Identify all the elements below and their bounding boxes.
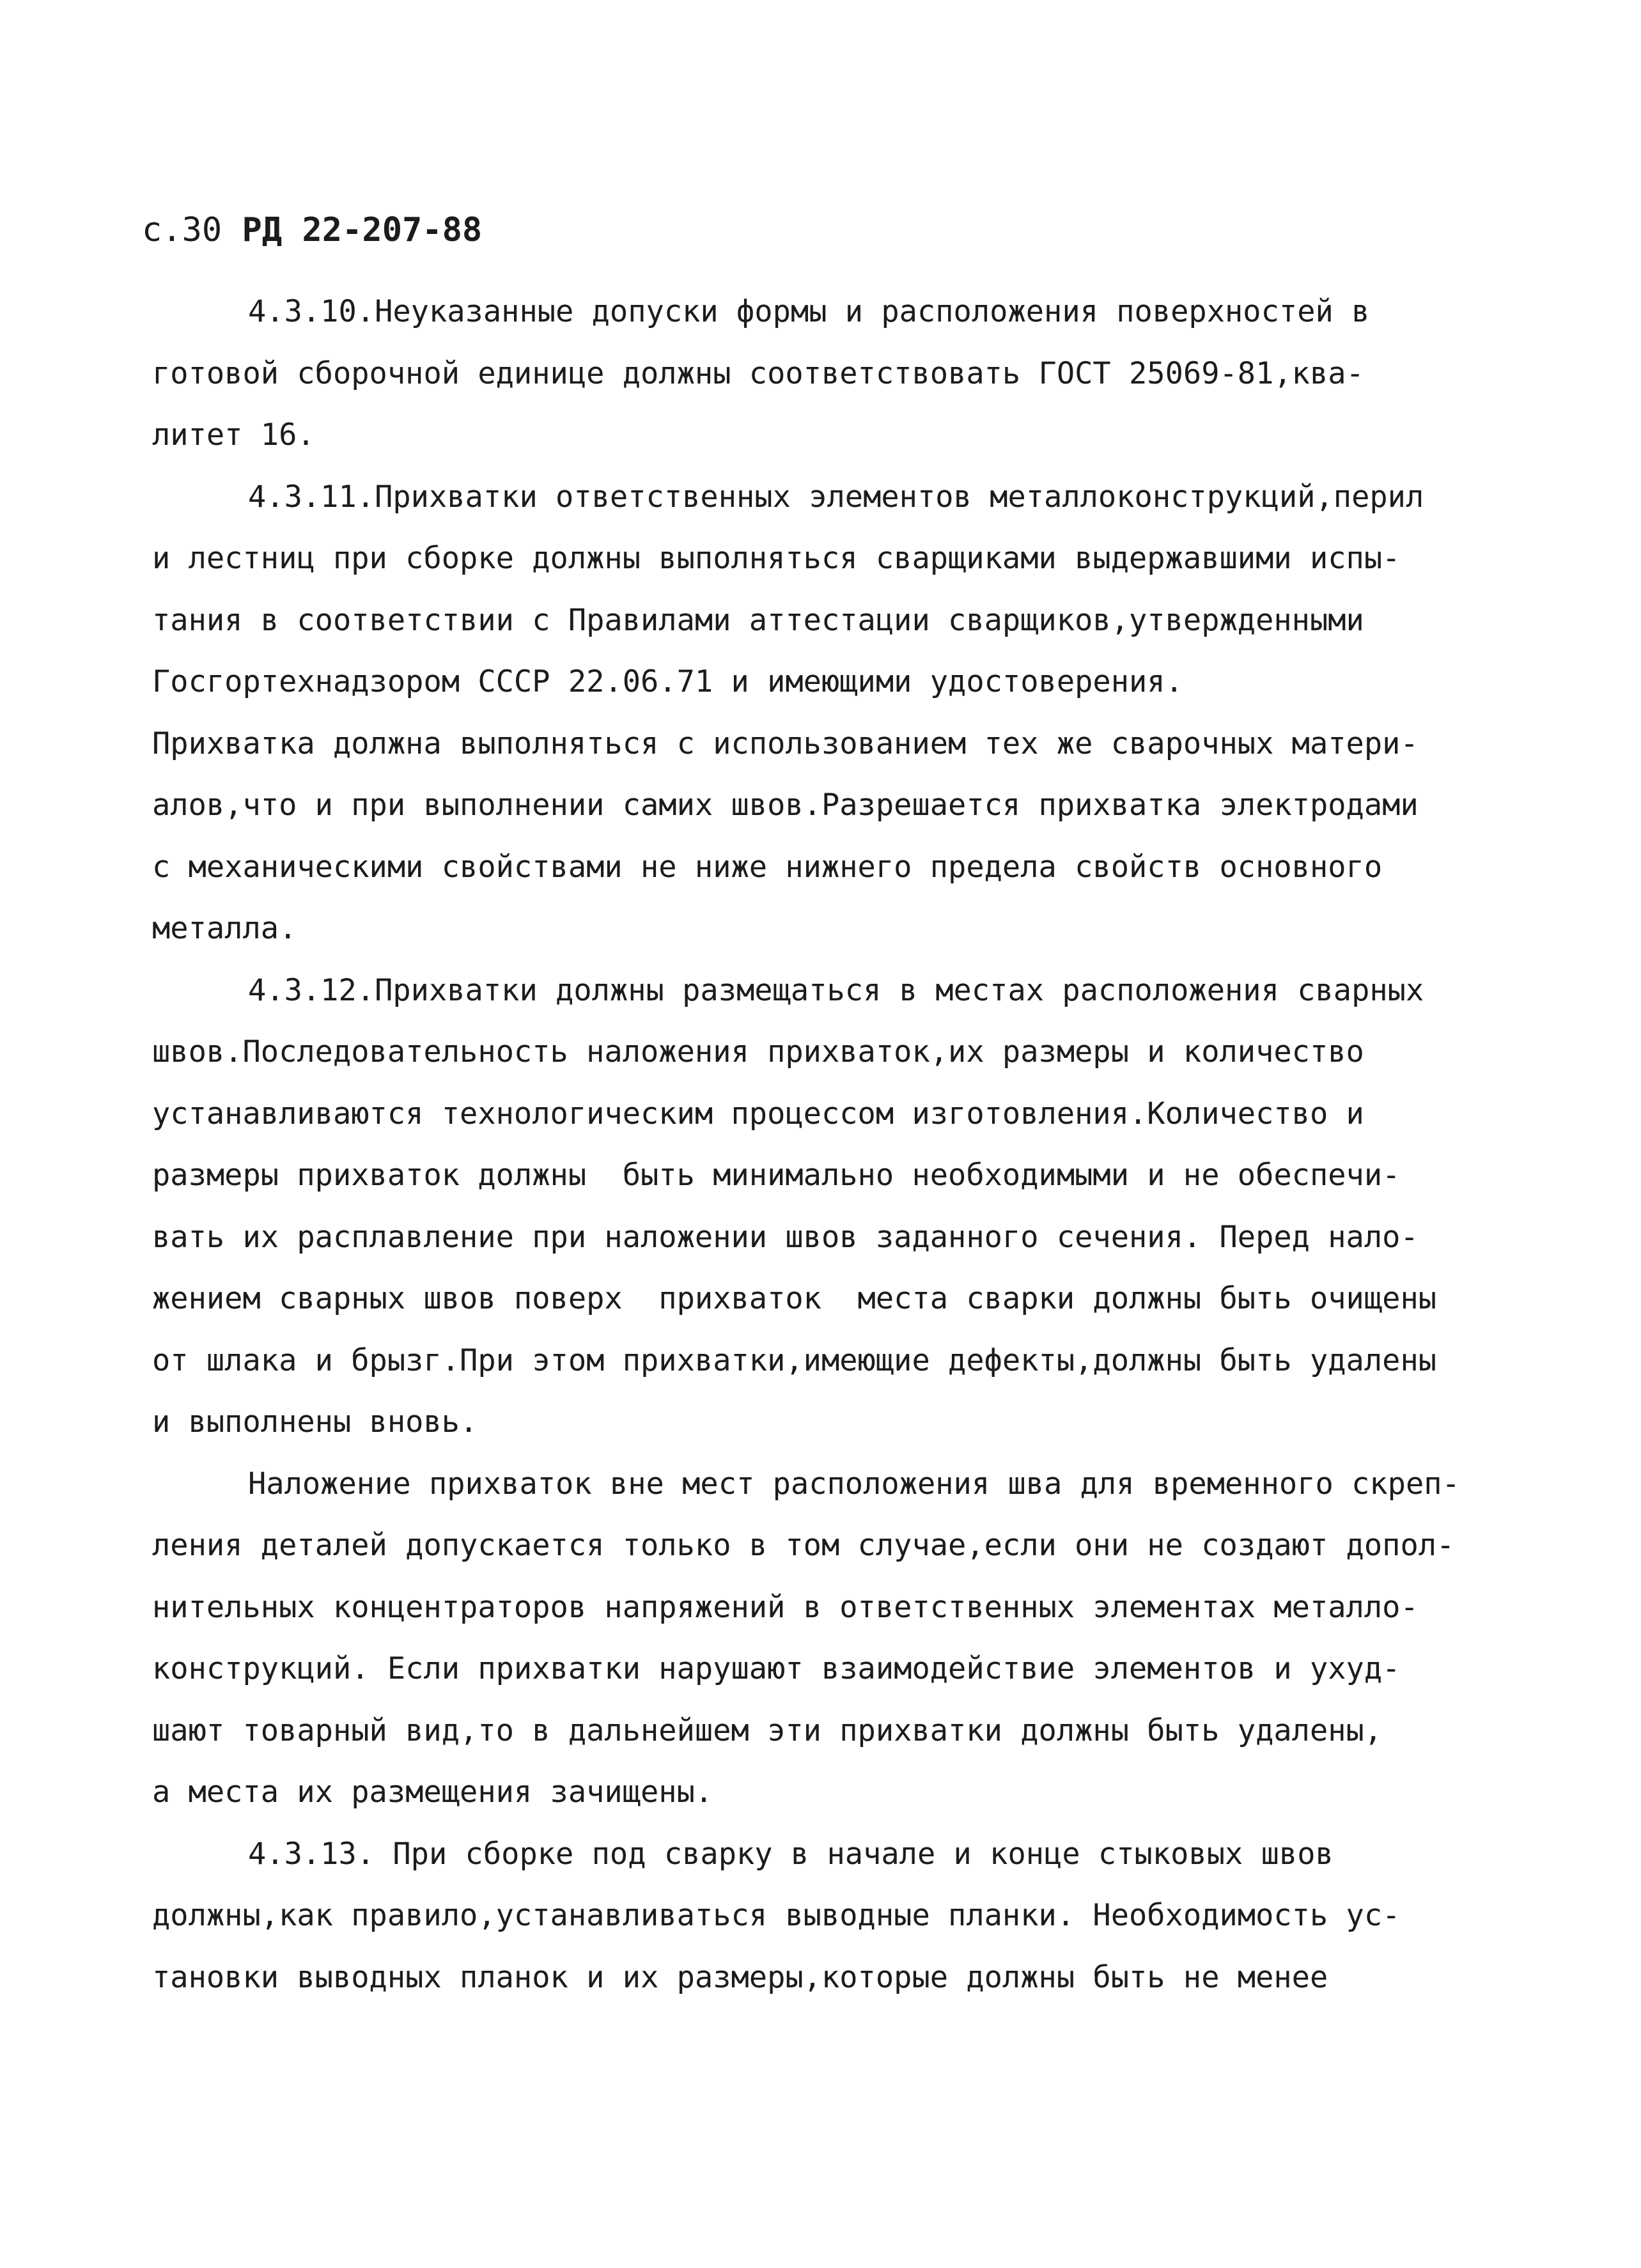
text-line: устанавливаются технологическим процессом изготовления.Количество и — [152, 1096, 1364, 1131]
text-line: алов,что и при выполнении самих швов.Разрешается прихватка электродами — [152, 788, 1419, 823]
text-line: нительных концентраторов напряжений в ответственных элементах металло- — [152, 1589, 1419, 1625]
paragraph-4-3-12 — [152, 960, 1507, 1454]
text-line: Наложение прихваток вне мест расположения шва для временного скреп- — [248, 1466, 1460, 1502]
text-line: должны,как правило,устанавливаться выводные планки. Необходимость ус- — [152, 1898, 1401, 1933]
text-line: жением сварных швов поверх прихваток места сварки должны быть очищены — [152, 1281, 1437, 1316]
text-line: тания в соответствии с Правилами аттестации сварщиков,утвержденными — [152, 602, 1364, 638]
text-line: шают товарный вид,то в дальнейшем эти прихватки должны быть удалены, — [152, 1713, 1383, 1748]
document-code: РД 22-207-88 — [242, 211, 483, 249]
text-line: тановки выводных планок и их размеры,которые должны быть не менее — [152, 1959, 1328, 1995]
paragraph-4-3-13 — [152, 1824, 1507, 2009]
text-line: вать их расплавление при наложении швов заданного сечения. Перед нало- — [152, 1219, 1419, 1255]
text-line: 4.3.13. При сборке под сварку в начале и конце стыковых швов — [248, 1836, 1334, 1872]
page-header — [142, 206, 482, 254]
paragraph-4-3-11 — [152, 467, 1507, 960]
text-line: и лестниц при сборке должны выполняться сварщиками выдержавшими испы- — [152, 541, 1401, 576]
text-line: металла. — [152, 911, 297, 946]
page-number: с.30 — [142, 211, 222, 249]
text-line: Прихватка должна выполняться с использованием тех же сварочных матери- — [152, 726, 1419, 761]
text-line: а места их размещения зачищены. — [152, 1775, 713, 1810]
text-line: размеры прихваток должны быть минимально необходимыми и не обеспечи- — [152, 1158, 1401, 1193]
text-line: 4.3.12.Прихватки должны размещаться в местах расположения сварных — [248, 972, 1424, 1008]
text-line: ления деталей допускается только в том случае,если они не создают допол- — [152, 1528, 1455, 1563]
text-line: с механическими свойствами не ниже нижнего предела свойств основного — [152, 849, 1383, 885]
paragraph-tack-placement — [152, 1454, 1507, 1824]
text-line: 4.3.11.Прихватки ответственных элементов металлоконструкций,перил — [248, 479, 1424, 515]
paragraph-4-3-10 — [152, 281, 1507, 467]
text-line: конструкций. Если прихватки нарушают взаимодействие элементов и ухуд- — [152, 1651, 1401, 1686]
text-line: Госгортехнадзором СССР 22.06.71 и имеющими удостоверения. — [152, 664, 1183, 699]
text-line: литет 16. — [152, 417, 315, 453]
document-body — [152, 281, 1507, 2008]
text-line: и выполнены вновь. — [152, 1404, 478, 1440]
text-line: швов.Последовательность наложения прихваток,их размеры и количество — [152, 1034, 1364, 1069]
text-line: от шлака и брызг.При этом прихватки,имеющие дефекты,должны быть удалены — [152, 1342, 1437, 1378]
text-line: 4.3.10.Неуказанные допуски формы и расположения поверхностей в — [248, 294, 1370, 329]
text-line: готовой сборочной единице должны соответствовать ГОСТ 25069-81,ква- — [152, 355, 1364, 391]
